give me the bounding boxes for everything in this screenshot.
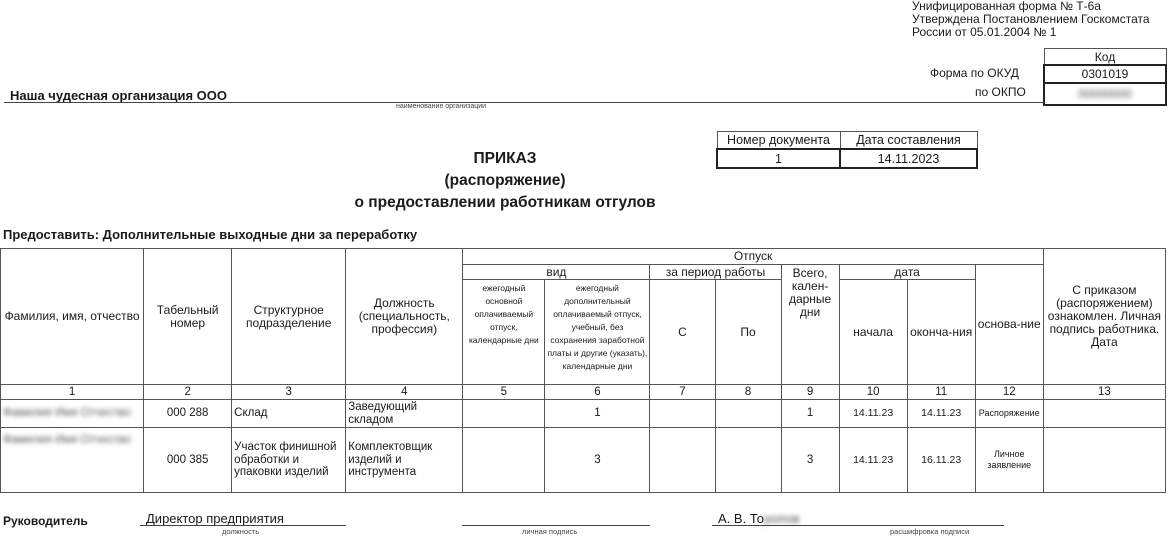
employee-name-text: Фамилия Имя Отчество (3, 434, 131, 446)
total-days: 3 (781, 428, 839, 493)
header-type-main: ежегодный основной оплачиваемый отпуск, календарные дни (463, 280, 545, 385)
employee-name-text: Фамилия Имя Отчество (3, 407, 131, 420)
position-underline (140, 525, 346, 526)
acknowledgement (1043, 400, 1165, 428)
col-number: 5 (463, 385, 545, 400)
form-header-note (912, 0, 1166, 39)
header-leave: Отпуск (463, 249, 1043, 265)
kod-header: Код (1044, 49, 1166, 66)
head-name-hidden: ропов (763, 511, 800, 526)
total-days: 1 (781, 400, 839, 428)
col-number: 11 (907, 385, 975, 400)
form-note-line-2: Утверждена Постановлением Госкомстата (912, 12, 1150, 26)
position: Заведующий складом (346, 400, 463, 428)
department: Склад (232, 400, 346, 428)
codes-table (1043, 48, 1167, 106)
start-date: 14.11.23 (839, 428, 907, 493)
tab-number: 000 385 (144, 428, 232, 493)
organization-underline (4, 102, 1044, 103)
okud-value: 0301019 (1044, 65, 1166, 83)
col-number: 3 (232, 385, 346, 400)
col-number: 8 (715, 385, 781, 400)
leave-table (0, 248, 1166, 493)
title-line-3: о предоставлении работникам отгулов (354, 194, 656, 211)
col-number: 2 (144, 385, 232, 400)
header-end: оконча-ния (907, 280, 975, 385)
header-tab-number: Табельный номер (144, 249, 232, 385)
col-number: 4 (346, 385, 463, 400)
col-number: 7 (650, 385, 715, 400)
okpo-label: по ОКПО (975, 85, 1026, 99)
position: Комплектовщик изделий и инструмента (346, 428, 463, 493)
header-type: вид (463, 265, 650, 280)
column-numbers-row (1, 385, 1166, 400)
signature-underline (462, 525, 650, 526)
okud-label: Форма по ОКУД (930, 66, 1019, 80)
header-fio: Фамилия, имя, отчество (1, 249, 144, 385)
col-number: 12 (975, 385, 1043, 400)
head-label: Руководитель (3, 514, 88, 528)
header-position: Должность (специальность, профессия) (346, 249, 463, 385)
tab-number: 000 288 (144, 400, 232, 428)
col-number: 13 (1043, 385, 1165, 400)
header-period: за период работы (650, 265, 781, 280)
period-to (715, 400, 781, 428)
signature-caption: личная подпись (522, 527, 578, 536)
col-number: 9 (781, 385, 839, 400)
doc-number-label: Номер документа (717, 132, 840, 150)
head-position: Директор предприятия (146, 511, 284, 526)
header-acknowledgement: С приказом (распоряжением) ознакомлен. Личная подпись работника. Дата (1043, 249, 1165, 385)
header-department: Структурное подразделение (232, 249, 346, 385)
additional-days: 1 (545, 400, 650, 428)
form-note-line-1: Унифицированная форма № Т-6а (912, 0, 1101, 13)
end-date: 16.11.23 (907, 428, 975, 493)
form-note-line-3: России от 05.01.2004 № 1 (912, 25, 1057, 39)
start-date: 14.11.23 (839, 400, 907, 428)
header-type-additional: ежегодный дополнительный оплачиваемый отпуск, учебный, без сохранения заработной платы и другие (указать), календарные дни (545, 280, 650, 385)
period-to (715, 428, 781, 493)
main-days (463, 400, 545, 428)
header-basis: основа-ние (975, 265, 1043, 385)
acknowledgement (1043, 428, 1165, 493)
order-title (290, 148, 720, 214)
employee-name (1, 400, 144, 428)
header-total: Всего, кален-дарные дни (781, 265, 839, 385)
additional-days: 3 (545, 428, 650, 493)
name-underline (712, 525, 1004, 526)
head-name-visible: А. В. То (718, 511, 764, 526)
title-line-2: (распоряжение) (444, 172, 566, 189)
header-date: дата (839, 265, 975, 280)
head-name (718, 511, 800, 526)
doc-number: 1 (717, 149, 840, 168)
col-number: 6 (545, 385, 650, 400)
name-caption: расшифровка подписи (890, 527, 970, 536)
table-row (1, 428, 1166, 493)
basis: Личное заявление (975, 428, 1043, 493)
period-from (650, 400, 715, 428)
okpo-value-cell (1044, 83, 1166, 105)
header-start: начала (839, 280, 907, 385)
header-to: По (715, 280, 781, 385)
organization-caption: наименование организации (396, 103, 487, 110)
grant-text: Предоставить: Дополнительные выходные дни за переработку (3, 227, 418, 242)
basis: Распоряжение (975, 400, 1043, 428)
organization-name: Наша чудесная организация ООО (10, 88, 227, 103)
col-number: 10 (839, 385, 907, 400)
period-from (650, 428, 715, 493)
document-number-table (716, 131, 978, 169)
employee-name (1, 428, 144, 493)
okpo-value: 00000000 (1078, 87, 1132, 101)
main-days (463, 428, 545, 493)
position-caption: должность (222, 527, 260, 536)
doc-date-label: Дата составления (840, 132, 977, 150)
header-from: С (650, 280, 715, 385)
table-row (1, 400, 1166, 428)
col-number: 1 (1, 385, 144, 400)
doc-date: 14.11.2023 (840, 149, 977, 168)
department: Участок финишной обработки и упаковки изделий (232, 428, 346, 493)
end-date: 14.11.23 (907, 400, 975, 428)
title-line-1: ПРИКАЗ (473, 150, 537, 167)
